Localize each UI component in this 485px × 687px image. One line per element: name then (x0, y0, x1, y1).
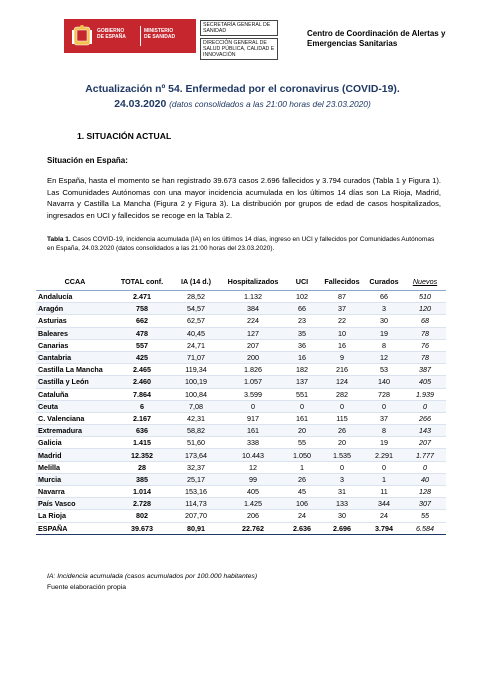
col-header-fallecidos: Fallecidos (320, 272, 364, 291)
cell-uci: 35 (284, 327, 320, 339)
cell-ia: 100,19 (170, 376, 222, 388)
cell-total: 2.471 (114, 291, 170, 303)
cell-hospitalizados: 127 (222, 327, 284, 339)
col-header-uci: UCI (284, 272, 320, 291)
cell-hospitalizados: 338 (222, 437, 284, 449)
cell-nuevos: 387 (404, 364, 446, 376)
cell-total: 2.460 (114, 376, 170, 388)
cell-total: 636 (114, 425, 170, 437)
cell-uci: 24 (284, 510, 320, 522)
cell-fallecidos: 0 (320, 400, 364, 412)
cell-uci: 1 (284, 461, 320, 473)
cell-ia: 173,64 (170, 449, 222, 461)
cell-ccaa: Navarra (36, 486, 114, 498)
cell-ia: 25,17 (170, 473, 222, 485)
report-date: 24.03.2020 (114, 99, 167, 110)
table-row (36, 412, 446, 424)
cell-curados: 66 (364, 291, 404, 303)
cell-ccaa: Madrid (36, 449, 114, 461)
cell-ccaa: Asturias (36, 315, 114, 327)
cell-fallecidos: 1.535 (320, 449, 364, 461)
coat-of-arms-icon (72, 24, 92, 48)
cell-curados: 728 (364, 388, 404, 400)
cell-fallecidos: 0 (320, 461, 364, 473)
government-logo-block (64, 19, 196, 53)
table-row (36, 364, 446, 376)
cell-curados: 1 (364, 473, 404, 485)
table-row (36, 303, 446, 315)
cell-uci: 161 (284, 412, 320, 424)
cell-fallecidos: 282 (320, 388, 364, 400)
cell-curados: 0 (364, 400, 404, 412)
cell-total: 12.352 (114, 449, 170, 461)
direccion-label: DIRECCIÓN GENERAL DE SALUD PÚBLICA, CALIDAD E INNOVACIÓN (200, 38, 278, 60)
cell-total: 662 (114, 315, 170, 327)
cell-nuevos: 1.777 (404, 449, 446, 461)
cell-nuevos: 78 (404, 327, 446, 339)
cell-total: 557 (114, 339, 170, 351)
cell-nuevos: 510 (404, 291, 446, 303)
cell-ia: 24,71 (170, 339, 222, 351)
cell-ccaa: Aragón (36, 303, 114, 315)
cell-curados: 19 (364, 327, 404, 339)
gov-line-2: DE ESPAÑA (97, 34, 126, 40)
cell-ccaa: Castilla y León (36, 376, 114, 388)
total-cell-ia: 80,91 (170, 522, 222, 534)
cell-ia: 40,45 (170, 327, 222, 339)
cell-nuevos: 0 (404, 400, 446, 412)
cell-total: 385 (114, 473, 170, 485)
cell-nuevos: 120 (404, 303, 446, 315)
cell-ccaa: Murcia (36, 473, 114, 485)
cell-fallecidos: 124 (320, 376, 364, 388)
cell-total: 2.465 (114, 364, 170, 376)
cell-hospitalizados: 99 (222, 473, 284, 485)
table-row (36, 473, 446, 485)
footnote-ia: IA: Incidencia acumulada (casos acumulados por 100.000 habitantes) (47, 573, 258, 580)
cell-total: 425 (114, 351, 170, 363)
cell-hospitalizados: 405 (222, 486, 284, 498)
cell-ia: 32,37 (170, 461, 222, 473)
cell-uci: 36 (284, 339, 320, 351)
cell-curados: 11 (364, 486, 404, 498)
col-header-ia: IA (14 d.) (170, 272, 222, 291)
cell-ia: 207,70 (170, 510, 222, 522)
table-total-row (36, 522, 446, 534)
cell-nuevos: 128 (404, 486, 446, 498)
cell-uci: 26 (284, 473, 320, 485)
cell-curados: 30 (364, 315, 404, 327)
cell-hospitalizados: 206 (222, 510, 284, 522)
cell-ia: 7,08 (170, 400, 222, 412)
cell-curados: 12 (364, 351, 404, 363)
cell-ccaa: Cataluña (36, 388, 114, 400)
ministry-label (144, 28, 175, 40)
table-header-row (36, 272, 446, 291)
cell-total: 802 (114, 510, 170, 522)
cell-nuevos: 143 (404, 425, 446, 437)
cell-nuevos: 405 (404, 376, 446, 388)
cell-hospitalizados: 10.443 (222, 449, 284, 461)
total-cell-total: 39.673 (114, 522, 170, 534)
table-row (36, 510, 446, 522)
cell-hospitalizados: 384 (222, 303, 284, 315)
cell-hospitalizados: 1.132 (222, 291, 284, 303)
col-header-nuevos: Nuevos (404, 272, 446, 291)
cell-ccaa: Galicia (36, 437, 114, 449)
ccaa-data-table (36, 272, 446, 535)
ministry-line-1: MINISTERIO (144, 28, 174, 34)
cell-curados: 37 (364, 412, 404, 424)
logo-divider (140, 26, 141, 46)
government-label (97, 28, 126, 40)
cell-curados: 344 (364, 498, 404, 510)
cell-uci: 551 (284, 388, 320, 400)
table-caption-label: Tabla 1. (47, 236, 71, 243)
table-row (36, 461, 446, 473)
cell-nuevos: 78 (404, 351, 446, 363)
cell-uci: 45 (284, 486, 320, 498)
document-header (0, 0, 485, 75)
sub-heading: Situación en España: (47, 156, 128, 165)
report-date-note: (datos consolidados a las 21:00 horas del 23.03.2020) (169, 99, 371, 109)
cell-total: 2.167 (114, 412, 170, 424)
table-caption (47, 235, 441, 253)
cell-curados: 53 (364, 364, 404, 376)
col-header-ccaa: CCAA (36, 272, 114, 291)
cell-nuevos: 307 (404, 498, 446, 510)
cell-uci: 182 (284, 364, 320, 376)
cell-ccaa: Cantabria (36, 351, 114, 363)
table-body (36, 291, 446, 535)
cell-curados: 140 (364, 376, 404, 388)
cell-nuevos: 0 (404, 461, 446, 473)
cell-curados: 2.291 (364, 449, 404, 461)
cell-fallecidos: 16 (320, 339, 364, 351)
cell-nuevos: 207 (404, 437, 446, 449)
cell-curados: 8 (364, 339, 404, 351)
cell-hospitalizados: 1.057 (222, 376, 284, 388)
col-header-total: TOTAL conf. (114, 272, 170, 291)
cell-ia: 58,82 (170, 425, 222, 437)
cell-uci: 0 (284, 400, 320, 412)
table-row (36, 291, 446, 303)
cell-ccaa: La Rioja (36, 510, 114, 522)
cell-fallecidos: 22 (320, 315, 364, 327)
cell-hospitalizados: 200 (222, 351, 284, 363)
cell-ccaa: Melilla (36, 461, 114, 473)
gov-line-1: GOBIERNO (97, 28, 125, 34)
table-row (36, 388, 446, 400)
total-cell-fallecidos: 2.696 (320, 522, 364, 534)
report-title: Actualización nº 54. Enfermedad por el coronavirus (COVID-19). (85, 84, 400, 95)
cell-uci: 55 (284, 437, 320, 449)
cell-ccaa: Baleares (36, 327, 114, 339)
cell-total: 758 (114, 303, 170, 315)
cell-hospitalizados: 1.425 (222, 498, 284, 510)
cell-fallecidos: 3 (320, 473, 364, 485)
cell-hospitalizados: 3.599 (222, 388, 284, 400)
cell-uci: 1.050 (284, 449, 320, 461)
cell-fallecidos: 216 (320, 364, 364, 376)
cell-ia: 100,84 (170, 388, 222, 400)
col-header-hospitalizados: Hospitalizados (222, 272, 284, 291)
cell-curados: 3 (364, 303, 404, 315)
cell-fallecidos: 37 (320, 303, 364, 315)
cell-nuevos: 40 (404, 473, 446, 485)
cell-hospitalizados: 0 (222, 400, 284, 412)
col-header-curados: Curados (364, 272, 404, 291)
table-row (36, 339, 446, 351)
report-date-line (0, 99, 485, 110)
cell-ia: 42,31 (170, 412, 222, 424)
cell-hospitalizados: 1.826 (222, 364, 284, 376)
cell-hospitalizados: 207 (222, 339, 284, 351)
cell-uci: 102 (284, 291, 320, 303)
cell-hospitalizados: 12 (222, 461, 284, 473)
cell-uci: 137 (284, 376, 320, 388)
table-row (36, 425, 446, 437)
cell-total: 28 (114, 461, 170, 473)
cell-hospitalizados: 224 (222, 315, 284, 327)
cell-ia: 28,52 (170, 291, 222, 303)
cell-ia: 51,60 (170, 437, 222, 449)
cell-fallecidos: 133 (320, 498, 364, 510)
cell-ia: 153,16 (170, 486, 222, 498)
cell-hospitalizados: 917 (222, 412, 284, 424)
total-cell-uci: 2.636 (284, 522, 320, 534)
cell-total: 1.415 (114, 437, 170, 449)
cell-ccaa: Canarias (36, 339, 114, 351)
total-cell-nuevos: 6.584 (404, 522, 446, 534)
table-row (36, 351, 446, 363)
cell-uci: 23 (284, 315, 320, 327)
cell-fallecidos: 9 (320, 351, 364, 363)
secretariat-block (200, 20, 278, 60)
cell-ccaa: País Vasco (36, 498, 114, 510)
table-row (36, 449, 446, 461)
cell-nuevos: 76 (404, 339, 446, 351)
cell-nuevos: 266 (404, 412, 446, 424)
cell-ia: 54,57 (170, 303, 222, 315)
cell-hospitalizados: 161 (222, 425, 284, 437)
cell-fallecidos: 115 (320, 412, 364, 424)
cell-uci: 106 (284, 498, 320, 510)
cell-ccaa: C. Valenciana (36, 412, 114, 424)
cell-curados: 24 (364, 510, 404, 522)
cell-nuevos: 68 (404, 315, 446, 327)
cell-fallecidos: 87 (320, 291, 364, 303)
ministry-line-2: DE SANIDAD (144, 34, 176, 40)
table-row (36, 498, 446, 510)
table-row (36, 400, 446, 412)
cell-fallecidos: 20 (320, 437, 364, 449)
table-row (36, 327, 446, 339)
cell-total: 478 (114, 327, 170, 339)
cell-fallecidos: 30 (320, 510, 364, 522)
cell-fallecidos: 10 (320, 327, 364, 339)
cell-nuevos: 55 (404, 510, 446, 522)
ccaes-label: Centro de Coordinación de Alertas y Emergencias Sanitarias (307, 29, 446, 48)
total-cell-ccaa: ESPAÑA (36, 522, 114, 534)
total-cell-hospitalizados: 22.762 (222, 522, 284, 534)
cell-total: 6 (114, 400, 170, 412)
table-row (36, 315, 446, 327)
cell-fallecidos: 31 (320, 486, 364, 498)
cell-ccaa: Andalucía (36, 291, 114, 303)
cell-curados: 19 (364, 437, 404, 449)
cell-ccaa: Ceuta (36, 400, 114, 412)
cell-total: 7.864 (114, 388, 170, 400)
cell-curados: 8 (364, 425, 404, 437)
table-row (36, 486, 446, 498)
table-row (36, 376, 446, 388)
cell-ccaa: Castilla La Mancha (36, 364, 114, 376)
footnote-source: Fuente elaboración propia (47, 584, 126, 591)
cell-ia: 71,07 (170, 351, 222, 363)
cell-nuevos: 1.939 (404, 388, 446, 400)
summary-paragraph: En España, hasta el momento se han registrado 39.673 casos 2.696 fallecidos y 3.794 curados (Tabla 1 y Figura 1). Las Comunidades Autónomas con una mayor incidencia acumulada en los últimos 14 días son La Rioja, Madrid, Navarra y Castilla La Mancha (Figura 2 y Figura 3). La distribución por grupos de edad de casos hospitalizados, ingresados en UCI y fallecidos se recoge en la Tabla 2. (47, 176, 441, 220)
cell-uci: 16 (284, 351, 320, 363)
table-caption-text: Casos COVID-19, incidencia acumulada (IA) en los últimos 14 días, ingreso en UCI y fallecidos por Comunidades Autónomas en España, 24.03.2020 (datos consolidados a las 21:00 horas del 23.03.2020). (47, 236, 435, 252)
cell-ccaa: Extremadura (36, 425, 114, 437)
total-cell-curados: 3.794 (364, 522, 404, 534)
cell-uci: 20 (284, 425, 320, 437)
cell-ia: 62,57 (170, 315, 222, 327)
cell-fallecidos: 26 (320, 425, 364, 437)
table-row (36, 437, 446, 449)
cell-ia: 119,34 (170, 364, 222, 376)
cell-curados: 0 (364, 461, 404, 473)
section-heading: 1. SITUACIÓN ACTUAL (77, 131, 172, 141)
cell-total: 1.014 (114, 486, 170, 498)
secretaria-label: SECRETARÍA GENERAL DE SANIDAD (200, 20, 278, 36)
cell-ia: 114,73 (170, 498, 222, 510)
cell-total: 2.728 (114, 498, 170, 510)
cell-uci: 66 (284, 303, 320, 315)
